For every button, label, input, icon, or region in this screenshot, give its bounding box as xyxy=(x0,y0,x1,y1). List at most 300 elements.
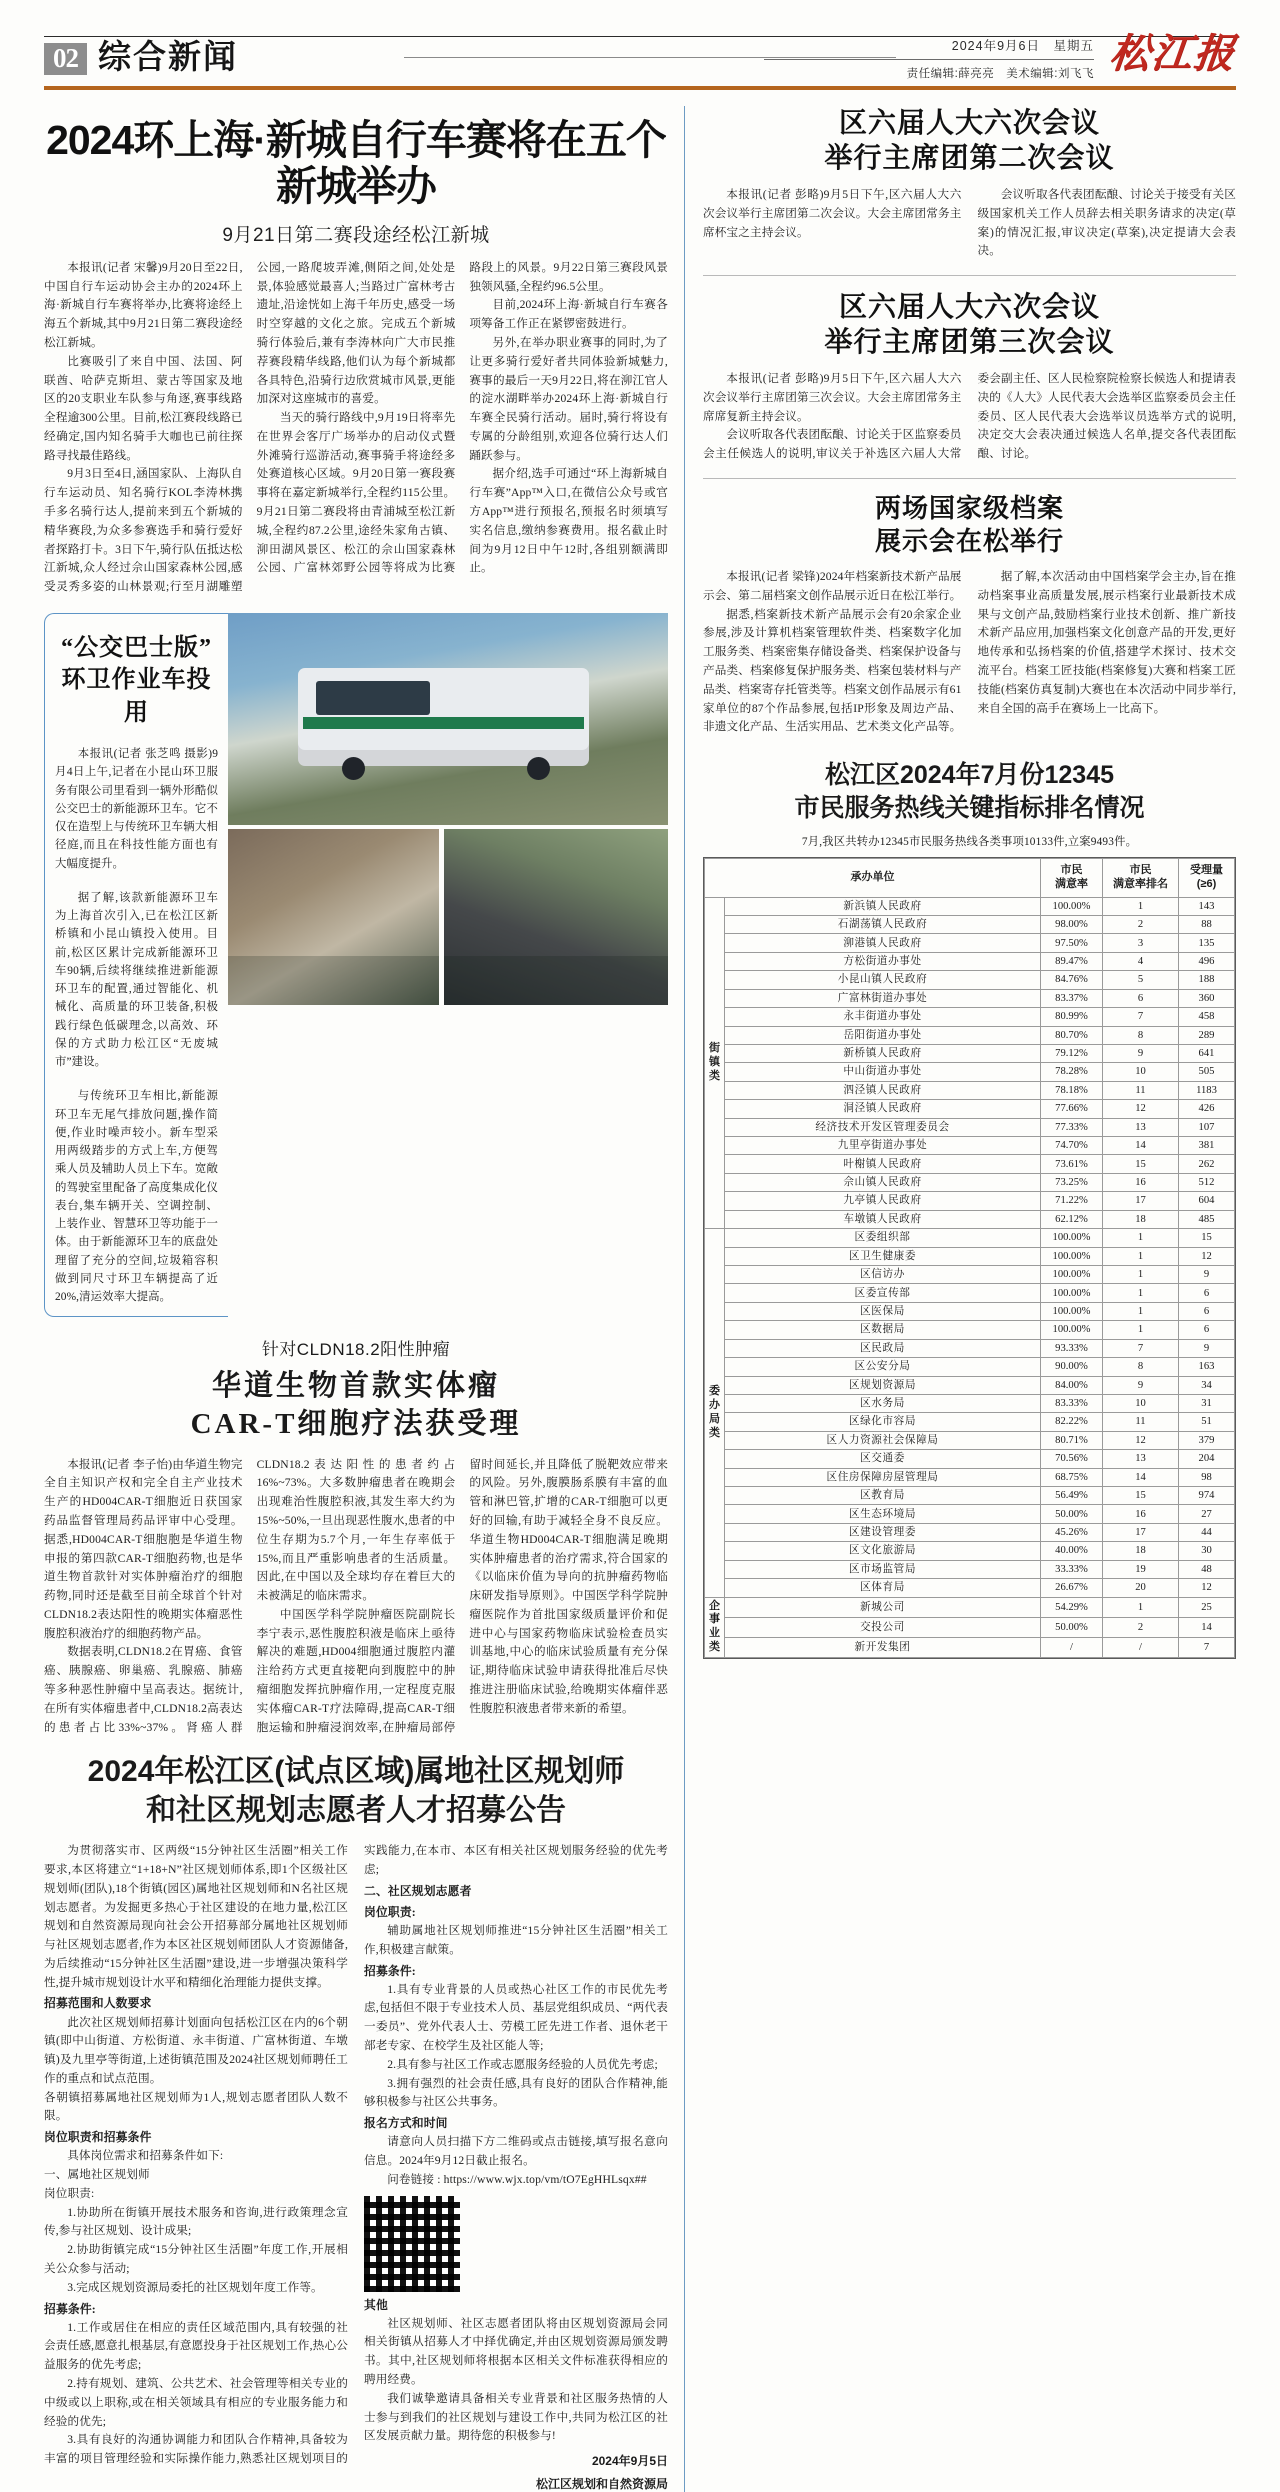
announcement-subhead: 招募条件: xyxy=(44,2301,96,2316)
table-cell-satisfaction: 62.12% xyxy=(1041,1210,1103,1228)
table-cell-unit: 区生态环境局 xyxy=(725,1505,1041,1523)
table-cell-satisfaction: 100.00% xyxy=(1041,1266,1103,1284)
right-article-para: 本报讯(记者 彭略)9月5日下午,区六届人大六次会议举行主席团第三次会议。大会主席团常务主席席复新主持会议。 xyxy=(703,372,962,423)
table-row xyxy=(705,1229,1235,1247)
announcement-item: 请意向人员扫描下方二维码或点击链接,填写报名意向信息。2024年9月12日截止报名。 xyxy=(364,2135,668,2167)
table-cell-unit: 区建设管理委 xyxy=(725,1523,1041,1541)
announcement-item: 1.协助所在街镇开展技术服务和咨询,进行政策理念宣传,参与社区规划、设计成果; xyxy=(44,2205,348,2238)
table-row xyxy=(705,1192,1235,1210)
right-article-para: 据了解,本次活动由中国档案学会主办,旨在推动档案事业高质量发展,展示档案行业最新技术成果与文创产品,鼓励档案行业技术创新、推广新技术新产品应用,加强档案文化创意产品的开发,更好地传承和弘扬档案的价值,搭建学术探讨、技术交流平台。档案工匠技能(档案修复)大赛和档案工匠技能(档案仿真复制)大赛也在本次活动中同步举行,来自全国的高手在赛场上一比高下。 xyxy=(977,570,1236,715)
table-cell-satisfaction: 70.56% xyxy=(1041,1450,1103,1468)
table-cell-unit: 区交通委 xyxy=(725,1450,1041,1468)
announcement-item: 2.协助街镇完成“15分钟社区生活圈”年度工作,开展相关公众参与活动; xyxy=(44,2243,348,2276)
cart-body xyxy=(44,1456,668,1738)
right-column xyxy=(684,106,1236,2492)
right-article-3 xyxy=(703,493,1236,737)
ranking-table-wrapper xyxy=(703,857,1236,1659)
announcement-subhead: 报名方式和时间 xyxy=(364,2116,448,2131)
table-cell-satisfaction: 98.00% xyxy=(1041,915,1103,933)
table-cell-unit: 交投公司 xyxy=(725,1617,1041,1637)
cart-headline: 华道生物首款实体瘤 CAR-T细胞疗法获受理 xyxy=(190,1370,522,1440)
table-row xyxy=(705,1026,1235,1044)
table-cell-volume: 289 xyxy=(1179,1026,1235,1044)
table-cell-rank: 5 xyxy=(1103,971,1179,989)
lead-para: 据介绍,选手可通过“环上海新城自行车赛”App™入口,在微信公众号或官方App™进行预报名,预报名时须填写实名信息,缴纳参赛费用。报名截止时间为9月12日中午12时,各组别额满即止。 xyxy=(469,467,668,575)
bus-shape xyxy=(298,668,588,766)
announcement-subhead: 二、社区规划志愿者 xyxy=(364,1883,472,1898)
table-cell-unit: 区体育局 xyxy=(725,1579,1041,1597)
table-cell-satisfaction: 56.49% xyxy=(1041,1487,1103,1505)
table-cell-rank: 14 xyxy=(1103,1137,1179,1155)
page-number: 02 xyxy=(44,43,87,75)
table-cell-rank: 11 xyxy=(1103,1081,1179,1099)
table-row xyxy=(705,971,1235,989)
table-cell-rank: 17 xyxy=(1103,1192,1179,1210)
page-body xyxy=(44,106,1236,2492)
table-cell-satisfaction: 93.33% xyxy=(1041,1339,1103,1357)
table-cell-rank: 18 xyxy=(1103,1542,1179,1560)
ranking-header-row xyxy=(705,859,1235,898)
table-cell-satisfaction: 68.75% xyxy=(1041,1468,1103,1486)
table-cell-unit: 区医保局 xyxy=(725,1302,1041,1320)
table-cell-volume: 31 xyxy=(1179,1394,1235,1412)
announcement-intro: 为贯彻落实市、区两级“15分钟社区生活圈”相关工作要求,本区将建立“1+18+N”社区规划师体系,即1个区级社区规划师(团队),18个街镇(园区)属地社区规划师和N名社区规划志愿者。为发掘更多热心于社区建设的在地力量,松江区规划和自然资源局现向社会公开招募部分属地社区规划师与社区规划志愿者,作为本区社区规划师团队人才资源储备,为后续推动“15分钟社区生活圈”建设,进一步增强决策科学性,提升城市规划设计水平和精细化治理能力提供支撑。 xyxy=(44,1844,348,1989)
table-cell-unit: 区规划资源局 xyxy=(725,1376,1041,1394)
bus-window xyxy=(316,681,430,715)
announcement-sign-date: 2024年9月5日 xyxy=(591,2454,668,2469)
table-cell-satisfaction: 77.33% xyxy=(1041,1118,1103,1136)
table-cell-volume: 34 xyxy=(1179,1376,1235,1394)
ranking-table xyxy=(704,858,1235,1658)
table-cell-volume: 9 xyxy=(1179,1339,1235,1357)
right-article-para: 据悉,档案新技术新产品展示会有20余家企业参展,涉及计算机档案管理软件类、档案数字化加工服务类、档案密集存储设备类、档案保护设备与产品类、档案修复保护服务类、档案包装材料与产品类、档案寄存托管类等。档案文创作品展示有61家单位的87个作品参展,包括IP形象及周边产品、非遗文化产品、生活实用品、艺术类文化产品等。 xyxy=(703,607,962,734)
announcement-section-body: 具体岗位需求和招募条件如下: 一、属地社区规划师 岗位职责: xyxy=(44,2149,224,2200)
table-cell-rank: 3 xyxy=(1103,934,1179,952)
announcement-subhead: 岗位职责: xyxy=(364,1904,416,1919)
table-cell-rank: 6 xyxy=(1103,989,1179,1007)
announcement-subhead: 招募条件: xyxy=(364,1963,416,1978)
table-cell-satisfaction: 45.26% xyxy=(1041,1523,1103,1541)
table-row xyxy=(705,1487,1235,1505)
table-row xyxy=(705,1247,1235,1265)
announcement-item: 社区规划师、社区志愿者团队将由区规划资源局会同相关街镇从招募人才中择优确定,并由区规划资源局颁发聘书。其中,社区规划师将根据本区相关文件标准获得相应的聘用经费。 xyxy=(364,2316,668,2386)
table-cell-unit: 区公安分局 xyxy=(725,1358,1041,1376)
table-cell-volume: 7 xyxy=(1179,1637,1235,1657)
feature-text-panel xyxy=(44,613,228,1317)
cart-kicker: 针对CLDN18.2阳性肿瘤 xyxy=(261,1340,451,1360)
lead-subhead: 9月21日第二赛段途经松江新城 xyxy=(222,224,490,246)
table-row xyxy=(705,1358,1235,1376)
table-cell-volume: 188 xyxy=(1179,971,1235,989)
announcement-item: 我们诚挚邀请具备相关专业背景和社区服务热情的人士参与到我们的社区规划与建设工作中,共同为松江区的社区发展贡献力量。期待您的积极参与! xyxy=(364,2391,668,2443)
table-cell-satisfaction: 100.00% xyxy=(1041,1284,1103,1302)
table-row xyxy=(705,1617,1235,1637)
table-cell-rank: 1 xyxy=(1103,1284,1179,1302)
ranking-note: 7月,我区共转办12345市民服务热线各类事项10133件,立案9493件。 xyxy=(801,836,1138,849)
masthead-right xyxy=(764,30,1239,81)
table-cell-volume: 496 xyxy=(1179,952,1235,970)
announcement-headline: 2024年松江区(试点区域)属地社区规划师 和社区规划志愿者人才招募公告 xyxy=(87,1755,625,1827)
table-cell-unit: 区卫生健康委 xyxy=(725,1247,1041,1265)
table-cell-unit: 经济技术开发区管理委员会 xyxy=(725,1118,1041,1136)
col-header-unit: 承办单位 xyxy=(705,859,1041,898)
table-cell-volume: 505 xyxy=(1179,1063,1235,1081)
table-cell-volume: 1183 xyxy=(1179,1081,1235,1099)
table-cell-unit: 岳阳街道办事处 xyxy=(725,1026,1041,1044)
table-cell-satisfaction: 50.00% xyxy=(1041,1617,1103,1637)
table-row xyxy=(705,1560,1235,1578)
table-cell-volume: 6 xyxy=(1179,1284,1235,1302)
table-cell-satisfaction: 54.29% xyxy=(1041,1597,1103,1617)
table-cell-rank: 13 xyxy=(1103,1118,1179,1136)
table-category-cell: 企 事 业 类 xyxy=(705,1597,725,1657)
table-row xyxy=(705,1266,1235,1284)
table-row xyxy=(705,1302,1235,1320)
table-row xyxy=(705,934,1235,952)
table-cell-volume: 458 xyxy=(1179,1008,1235,1026)
table-cell-rank: 12 xyxy=(1103,1100,1179,1118)
announcement-sign-org: 松江区规划和自然资源局 xyxy=(535,2477,668,2492)
qr-code-image[interactable] xyxy=(364,2196,460,2292)
announcement-section-body: 此次社区规划师招募计划面向包括松江区在内的6个朝镇(即中山街道、方松街道、永丰街道、广富林街道、车墩镇)及九里亭等街道,上述街镇范围及2024社区规划师聘任工作的重点和试点范围。 各朝镇招募属地社区规划师为1人,规划志愿者团队人数不限。 xyxy=(44,2015,348,2123)
table-row xyxy=(705,1100,1235,1118)
masthead-accent-rule xyxy=(44,86,1236,90)
right-article-para: 会议听取各代表团酝酿、讨论关于区监察委员会主任候选人的说明,审议关于补选区六届人大常委会副主任、区人民检察院检察长候选人和提请表决的《人大》人民代表大会选举区监察委员会主任委员、区人民代表大会选举议员选举方式的说明,决定交大会表决通过候选人名单,提交各代表团酝酿、讨论。 xyxy=(703,372,1236,461)
table-cell-unit: 区委宣传部 xyxy=(725,1284,1041,1302)
table-cell-satisfaction: 80.71% xyxy=(1041,1431,1103,1449)
table-cell-rank: 7 xyxy=(1103,1339,1179,1357)
table-cell-satisfaction: 84.76% xyxy=(1041,971,1103,989)
article-divider xyxy=(703,275,1236,276)
table-cell-satisfaction: 79.12% xyxy=(1041,1044,1103,1062)
col-header-rank: 市民 满意率排名 xyxy=(1103,859,1179,898)
table-cell-rank: 16 xyxy=(1103,1173,1179,1191)
table-cell-unit: 方松街道办事处 xyxy=(725,952,1041,970)
table-cell-volume: 9 xyxy=(1179,1266,1235,1284)
table-cell-unit: 新浜镇人民政府 xyxy=(725,897,1041,915)
table-cell-satisfaction: 73.61% xyxy=(1041,1155,1103,1173)
feature-title: “公交巴士版” 环卫作业车投用 xyxy=(61,634,212,726)
table-row xyxy=(705,1118,1235,1136)
table-cell-satisfaction: 82.22% xyxy=(1041,1413,1103,1431)
announcement-item: 3.具有良好的沟通协调能力和团队合作精神,具备较为丰富的项目管理经验和实际操作能力,熟悉社区规划项目的实践能力,在本市、本区有相关社区规划服务经验的优先考虑; xyxy=(44,1844,668,2466)
bus-wheel xyxy=(527,757,550,780)
table-row xyxy=(705,1137,1235,1155)
table-cell-unit: 区教育局 xyxy=(725,1487,1041,1505)
table-cell-rank: 13 xyxy=(1103,1450,1179,1468)
table-category-cell: 委 办 局 类 xyxy=(705,1229,725,1597)
cart-para: 本报讯(记者 李子怡)由华道生物完全自主知识产权和完全自主产业技术生产的HD004CAR-T细胞近日获国家药品监督管理局药品评审中心受理。据悉,HD004CAR-T细胞胞是华道生物申报的第四款CAR-T细胞药物,也是华道生物首款针对实体肿瘤治疗的细胞药物,同时还是截至目前全球首个针对CLDN18.2表达阳性的晚期实体瘤恶性腹腔积液治疗的细胞药物产品。 xyxy=(44,1457,243,1640)
table-cell-satisfaction: 90.00% xyxy=(1041,1358,1103,1376)
table-cell-satisfaction: 80.99% xyxy=(1041,1008,1103,1026)
table-row xyxy=(705,1284,1235,1302)
feature-article xyxy=(44,613,668,1317)
table-row xyxy=(705,1155,1235,1173)
ranking-table-body xyxy=(705,897,1235,1657)
table-cell-satisfaction: / xyxy=(1041,1637,1103,1657)
table-row xyxy=(705,1210,1235,1228)
article-divider xyxy=(703,478,1236,479)
table-row xyxy=(705,1081,1235,1099)
table-cell-rank: 15 xyxy=(1103,1155,1179,1173)
announcement-subhead: 招募范围和人数要求 xyxy=(44,1996,152,2011)
table-cell-satisfaction: 77.66% xyxy=(1041,1100,1103,1118)
table-cell-rank: 8 xyxy=(1103,1358,1179,1376)
table-cell-volume: 360 xyxy=(1179,989,1235,1007)
lead-para: 目前,2024环上海·新城自行车赛各项筹备工作正在紧锣密鼓进行。 xyxy=(469,298,668,331)
table-cell-volume: 30 xyxy=(1179,1542,1235,1560)
table-cell-unit: 九里亭街道办事处 xyxy=(725,1137,1041,1155)
table-row xyxy=(705,1450,1235,1468)
table-row xyxy=(705,1321,1235,1339)
table-cell-rank: 18 xyxy=(1103,1210,1179,1228)
lead-para: 9月3日至4日,涵国家队、上海队自行车运动员、知名骑行KOL李涛林携手多名骑行达人,提前来到五个新城的精华赛段,为众多参赛选手和骑行爱好者探路打卡。3日下午,骑行队伍抵达松江新城,众人经过佘山国家森林公园,感受灵秀多姿的山林景观;行至月湖雕塑公园,一路爬坡弄滩,侧陌之间,处处是景,体验感觉最喜人;当路过广富林考古遗址,沿途恍如上海千年历史,感受一场时空穿越的文化之旅。完成五个新城骑行体验后,兼有李涛林向广大市民推荐赛段精华线路,他们认为每个新城都各具特色,沿骑行边欣赏城市风景,更能加深对这座城市的喜爱。 xyxy=(44,260,456,594)
table-cell-volume: 135 xyxy=(1179,934,1235,952)
table-cell-volume: 485 xyxy=(1179,1210,1235,1228)
table-cell-rank: 1 xyxy=(1103,1229,1179,1247)
table-cell-satisfaction: 83.37% xyxy=(1041,989,1103,1007)
lead-article xyxy=(44,106,668,597)
table-cell-rank: 7 xyxy=(1103,1008,1179,1026)
table-cell-volume: 51 xyxy=(1179,1413,1235,1431)
table-cell-volume: 163 xyxy=(1179,1358,1235,1376)
photo-worker-loading xyxy=(444,829,668,1005)
table-cell-volume: 48 xyxy=(1179,1560,1235,1578)
table-cell-satisfaction: 40.00% xyxy=(1041,1542,1103,1560)
announcement-article xyxy=(44,1753,668,2492)
table-cell-volume: 974 xyxy=(1179,1487,1235,1505)
table-cell-volume: 88 xyxy=(1179,915,1235,933)
left-column xyxy=(44,106,684,2492)
table-cell-rank: 8 xyxy=(1103,1026,1179,1044)
table-cell-volume: 6 xyxy=(1179,1302,1235,1320)
table-cell-volume: 15 xyxy=(1179,1229,1235,1247)
table-cell-rank: 1 xyxy=(1103,1266,1179,1284)
table-cell-volume: 14 xyxy=(1179,1617,1235,1637)
table-cell-volume: 204 xyxy=(1179,1450,1235,1468)
table-cell-satisfaction: 74.70% xyxy=(1041,1137,1103,1155)
cart-article xyxy=(44,1335,668,1737)
lead-para: 本报讯(记者 宋馨)9月20日至22日,中国自行车运动协会主办的2024环上海·新城自行车赛将举办,比赛将途经上海五个新城,其中9月21日第二赛段途经松江新城。 xyxy=(44,260,243,349)
announcement-item: 1.具有专业背景的人员或热心社区工作的市民优先考虑,包括但不限于专业技术人员、基层党组织成员、“两代表一委员”、党外代表人士、劳模工匠先进工作者、退休老干部老专家、在校学生及社区能人等; xyxy=(364,1982,668,2052)
lead-para: 比赛吸引了来自中国、法国、阿联酋、哈萨克斯坦、蒙古等国家及地区的20支职业车队参与角逐,赛事线路全程逾300公里。目前,松江赛段线路已经确定,国内知名骑手大咖也已前往探路寻找最佳路线。 xyxy=(44,354,243,462)
table-cell-unit: 区水务局 xyxy=(725,1394,1041,1412)
photo-sanitation-bus xyxy=(228,613,668,825)
table-row xyxy=(705,1523,1235,1541)
masthead-left xyxy=(44,42,238,75)
table-cell-volume: 27 xyxy=(1179,1505,1235,1523)
table-cell-unit: 区委组织部 xyxy=(725,1229,1041,1247)
table-cell-satisfaction: 100.00% xyxy=(1041,1321,1103,1339)
right-article-2 xyxy=(703,290,1236,464)
ranking-section xyxy=(703,759,1236,1659)
right-article-para: 会议听取各代表团酝酿、讨论关于接受有关区级国家机关工作人员辞去相关职务请求的决定(草案)的情况汇报,审议决定(草案),决定提请大会表决。 xyxy=(977,188,1236,258)
table-cell-rank: 20 xyxy=(1103,1579,1179,1597)
table-category-cell: 街 镇 类 xyxy=(705,897,725,1229)
table-cell-satisfaction: 26.67% xyxy=(1041,1579,1103,1597)
table-row xyxy=(705,1505,1235,1523)
section-title: 综合新闻 xyxy=(98,40,238,76)
photo-shadow xyxy=(228,956,439,1005)
table-cell-unit: 九亭镇人民政府 xyxy=(725,1192,1041,1210)
table-row xyxy=(705,1008,1235,1026)
photo-bin-lift xyxy=(228,829,439,1005)
cart-para: 中国医学科学院肿瘤医院副院长李宁表示,恶性腹腔积液是临床上亟待解决的难题,HD004细胞通过腹腔内灌注给药方式更直接靶向到腹腔中的肿瘤细胞发挥抗肿瘤作用,一定程度克服实体瘤CAR-T疗法障碍,提高CAR-T细胞运输和肿瘤浸润效率,在肿瘤局部停留时间延长,并且降低了脱靶效应带来的风险。另外,腹膜肠系膜有丰富的血管和淋巴管,扩增的CAR-T细胞可以更好的回输,有助于减轻全身不良反应。华道生物HD004CAR-T细胞满足晚期实体肿瘤患者的治疗需求,符合国家的《以临床价值为导向的抗肿瘤药物临床研发指导原则》。中国医学科学院肿瘤医院作为首批国家级质量评价和促进中心与国家药物临床试验检查员实训基地,中心的临床试验质量有充分保证,期待临床试验申请获得批准后尽快推进注册临床试验,给晚期实体瘤伴恶性腹腔积液患者带来新的希望。 xyxy=(256,1457,668,1734)
lead-body xyxy=(44,259,668,597)
table-row xyxy=(705,1597,1235,1617)
table-row xyxy=(705,1339,1235,1357)
table-cell-unit: 新开发集团 xyxy=(725,1637,1041,1657)
table-cell-volume: 604 xyxy=(1179,1192,1235,1210)
right-article-headline: 区六届人大六次会议 举行主席团第三次会议 xyxy=(824,292,1115,359)
table-cell-satisfaction: 80.70% xyxy=(1041,1026,1103,1044)
table-cell-unit: 小昆山镇人民政府 xyxy=(725,971,1041,989)
right-article-headline: 两场国家级档案 展示会在松举行 xyxy=(874,494,1064,556)
table-row xyxy=(705,1431,1235,1449)
table-cell-volume: 512 xyxy=(1179,1173,1235,1191)
table-cell-unit: 中山街道办事处 xyxy=(725,1063,1041,1081)
table-cell-volume: 107 xyxy=(1179,1118,1235,1136)
table-cell-unit: 石湖荡镇人民政府 xyxy=(725,915,1041,933)
table-cell-rank: 1 xyxy=(1103,1321,1179,1339)
table-row xyxy=(705,1063,1235,1081)
col-header-volume: 受理量 (≥6) xyxy=(1179,859,1235,898)
announcement-subhead: 岗位职责和招募条件 xyxy=(44,2130,152,2145)
masthead-meta xyxy=(764,30,1110,81)
feature-para: 据了解,该款新能源环卫车为上海首次引入,已在松江区新桥镇和小昆山镇投入使用。目前,松区区累计完成新能源环卫车90辆,后续将继续推进新能源环卫车的配置,通过智能化、机械化、高质量的环卫装备,积极践行绿色低碳理念,以高效、环保的方式助力松江区“无废城市”建设。 xyxy=(55,891,218,1069)
table-cell-volume: 379 xyxy=(1179,1431,1235,1449)
lead-headline: 2024环上海·新城自行车赛将在五个新城举办 xyxy=(46,117,666,209)
table-cell-unit: 新城公司 xyxy=(725,1597,1041,1617)
meta-rule xyxy=(764,59,1094,60)
qr-block xyxy=(364,2171,668,2292)
table-cell-unit: 广富林街道办事处 xyxy=(725,989,1041,1007)
table-cell-rank: 17 xyxy=(1103,1523,1179,1541)
table-cell-satisfaction: 84.00% xyxy=(1041,1376,1103,1394)
table-cell-volume: 262 xyxy=(1179,1155,1235,1173)
table-cell-satisfaction: 83.33% xyxy=(1041,1394,1103,1412)
table-cell-volume: 98 xyxy=(1179,1468,1235,1486)
col-header-satisfaction: 市民 满意率 xyxy=(1041,859,1103,898)
table-row xyxy=(705,1579,1235,1597)
table-row xyxy=(705,897,1235,915)
table-row xyxy=(705,952,1235,970)
table-cell-rank: 12 xyxy=(1103,1431,1179,1449)
table-cell-unit: 区民政局 xyxy=(725,1339,1041,1357)
announcement-body xyxy=(44,1842,668,2492)
table-row xyxy=(705,1542,1235,1560)
table-row xyxy=(705,1044,1235,1062)
table-cell-volume: 381 xyxy=(1179,1137,1235,1155)
editors-line: 责任编辑:薛亮亮 美术编辑:刘飞飞 xyxy=(906,68,1094,80)
table-cell-satisfaction: 100.00% xyxy=(1041,897,1103,915)
announcement-item: 3.完成区规划资源局委托的社区规划年度工作等。 xyxy=(67,2280,323,2294)
cart-para: 数据表明,CLDN18.2在胃癌、食管癌、胰腺癌、卵巢癌、乳腺癌、肺癌等多种恶性肿瘤中呈高表达。据统计,在所有实体瘤患者中,CLDN18.2高表达的患者占比33%~37%。肾癌人群CLDN18.2表达阳性的患者约占16%~73%。大多数肿瘤患者在晚期会出现难治性腹腔积液,其发生率大约为15%~50%,一旦出现恶性腹水,患者的中位生存期为5.7个月,一年生存率低于15%,而且严重影响患者的生活质量。因此,在中国以及全球均存在着巨大的未被满足的临床需求。 xyxy=(44,1457,456,1734)
table-cell-rank: 1 xyxy=(1103,1247,1179,1265)
table-cell-rank: 9 xyxy=(1103,1044,1179,1062)
table-cell-volume: 426 xyxy=(1179,1100,1235,1118)
table-cell-volume: 44 xyxy=(1179,1523,1235,1541)
announcement-item: 1.工作或居住在相应的责任区域范围内,具有较强的社会责任感,愿意扎根基层,有意愿投身于社区规划工作,热心公益服务的优先考虑; xyxy=(44,2320,348,2372)
table-cell-satisfaction: 100.00% xyxy=(1041,1229,1103,1247)
table-row xyxy=(705,1173,1235,1191)
table-cell-volume: 6 xyxy=(1179,1321,1235,1339)
publication-date: 2024年9月6日 星期五 xyxy=(951,39,1094,53)
masthead xyxy=(44,0,1239,92)
table-cell-rank: / xyxy=(1103,1637,1179,1657)
table-row xyxy=(705,1413,1235,1431)
table-cell-rank: 4 xyxy=(1103,952,1179,970)
feature-para: 本报讯(记者 张芝鸣 摄影)9月4日上午,记者在小昆山环卫服务有限公司里看到一辆外形酷似公交巴士的新能源环卫车。它不仅在造型上与传统环卫车辆大相径庭,而且在科技性能方面也有大幅度提升。 xyxy=(55,748,218,870)
table-cell-rank: 1 xyxy=(1103,1597,1179,1617)
bus-wheel xyxy=(342,757,365,780)
table-cell-rank: 10 xyxy=(1103,1394,1179,1412)
table-row xyxy=(705,1637,1235,1657)
announcement-item: 2.持有规划、建筑、公共艺术、社会管理等相关专业的中级或以上职称,或在相关领域具有相应的专业服务能力和经验的优先; xyxy=(44,2377,348,2428)
announcement-item: 辅助属地社区规划师推进“15分钟社区生活圈”相关工作,积极建言献策。 xyxy=(364,1923,668,1956)
table-row xyxy=(705,1468,1235,1486)
table-cell-rank: 2 xyxy=(1103,1617,1179,1637)
table-cell-satisfaction: 89.47% xyxy=(1041,952,1103,970)
table-cell-rank: 10 xyxy=(1103,1063,1179,1081)
lead-para: 当天的骑行路线中,9月19日将率先在世界会客厅广场举办的启动仪式暨外滩骑行巡游活动,赛事骑手将途经多处赛道核心区域。9月20日第一赛段赛事将在嘉定新城举行,全程约115公里。9月21日第二赛段将由青浦城至松江新城,全程约87.2公里,途经朱家角古镇、泖田湖风景区、松江的佘山国家森林公园、广富林郊野公园等将成为比赛路段上的风景。9月22日第三赛段风景独领风骚,全程约96.5公里。 xyxy=(256,260,668,575)
table-cell-rank: 1 xyxy=(1103,897,1179,915)
table-cell-rank: 19 xyxy=(1103,1560,1179,1578)
table-cell-satisfaction: 71.22% xyxy=(1041,1192,1103,1210)
feature-para: 与传统环卫车相比,新能源环卫车无尾气排放问题,操作简便,作业时噪声较小。新车型采用两级踏步的方式上车,方便驾乘人员及辅助人员上下车。宽敞的驾驶室里配备了高度集成化仪表台,集车辆开关、空调控制、上装作业、智慧环卫等功能于一体。由于新能源环卫车的底盘处理留了充分的空间,垃圾箱容积做到同尺寸环卫车辆提高了近20%,清运效率大提高。 xyxy=(55,1090,218,1304)
table-cell-rank: 9 xyxy=(1103,1376,1179,1394)
announcement-item: 3.拥有强烈的社会责任感,具有良好的团队合作精神,能够积极参与社区公共事务。 xyxy=(364,2076,668,2109)
photo-shadow xyxy=(444,956,668,1005)
table-cell-rank: 14 xyxy=(1103,1468,1179,1486)
right-article-headline: 区六届人大六次会议 举行主席团第二次会议 xyxy=(824,108,1115,174)
right-article-para: 本报讯(记者 梁锋)2024年档案新技术新产品展示会、第二届档案文创作品展示近日在松江举行。 xyxy=(703,570,962,602)
paper-logo: 松江报 xyxy=(1107,31,1239,76)
announcement-subhead: 其他 xyxy=(364,2297,388,2312)
announcement-link[interactable]: 问卷链接 : https://www.wjx.top/vm/tO7EgHHLsqx## xyxy=(387,2172,647,2186)
table-cell-unit: 泖港镇人民政府 xyxy=(725,934,1041,952)
table-cell-satisfaction: 50.00% xyxy=(1041,1505,1103,1523)
table-cell-unit: 区文化旅游局 xyxy=(725,1542,1041,1560)
table-cell-satisfaction: 100.00% xyxy=(1041,1302,1103,1320)
table-cell-satisfaction: 73.25% xyxy=(1041,1173,1103,1191)
feature-photo-area xyxy=(228,613,668,1011)
bus-green-stripe xyxy=(303,717,585,730)
table-cell-unit: 车墩镇人民政府 xyxy=(725,1210,1041,1228)
table-cell-unit: 区数据局 xyxy=(725,1321,1041,1339)
table-cell-rank: 1 xyxy=(1103,1302,1179,1320)
table-cell-unit: 永丰街道办事处 xyxy=(725,1008,1041,1026)
table-cell-unit: 区市场监管局 xyxy=(725,1560,1041,1578)
table-cell-satisfaction: 33.33% xyxy=(1041,1560,1103,1578)
table-cell-rank: 2 xyxy=(1103,915,1179,933)
table-cell-rank: 11 xyxy=(1103,1413,1179,1431)
table-cell-unit: 区绿化市容局 xyxy=(725,1413,1041,1431)
right-article-para: 本报讯(记者 彭略)9月5日下午,区六届人大六次会议举行主席团第二次会议。大会主席团常务主席杯宝之主持会议。 xyxy=(703,188,962,239)
table-cell-unit: 叶榭镇人民政府 xyxy=(725,1155,1041,1173)
section-gap xyxy=(703,737,1236,753)
table-cell-volume: 641 xyxy=(1179,1044,1235,1062)
table-cell-unit: 洞泾镇人民政府 xyxy=(725,1100,1041,1118)
table-cell-unit: 新桥镇人民政府 xyxy=(725,1044,1041,1062)
table-cell-satisfaction: 97.50% xyxy=(1041,934,1103,952)
table-cell-rank: 16 xyxy=(1103,1505,1179,1523)
lead-para: 另外,在举办职业赛事的同时,为了让更多骑行爱好者共同体验新城魅力,赛事的最后一天9月22日,将在泖江官人的淀水湖畔举办2024环上海·新城自行车赛全民骑行活动。届时,骑行将设有专属的分龄组别,欢迎各位骑行达人们踊跃参与。 xyxy=(469,335,668,462)
right-article-1 xyxy=(703,106,1236,261)
table-cell-satisfaction: 100.00% xyxy=(1041,1247,1103,1265)
table-cell-volume: 12 xyxy=(1179,1247,1235,1265)
announcement-item: 2.具有参与社区工作或志愿服务经验的人员优先考虑; xyxy=(387,2057,658,2071)
